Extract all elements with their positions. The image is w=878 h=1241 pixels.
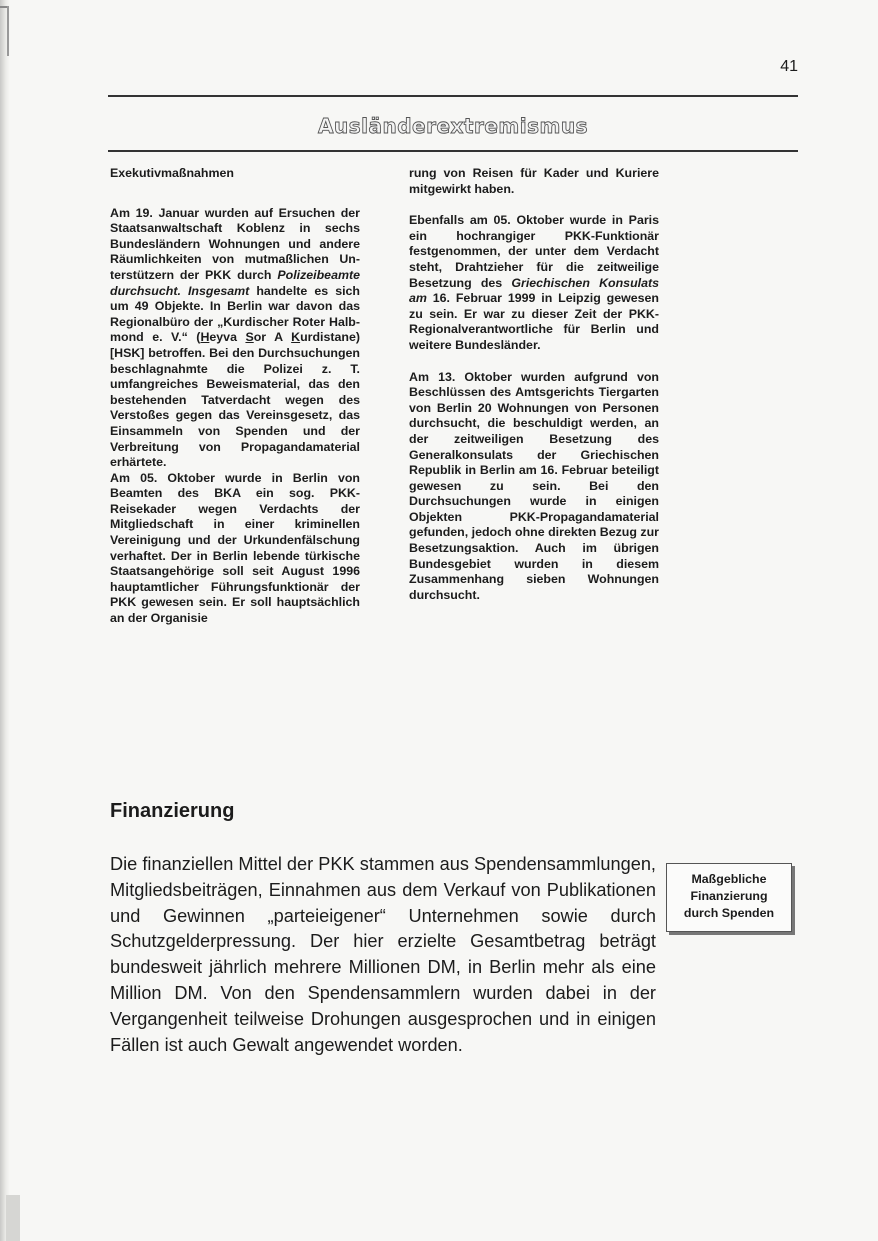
text-run: Ebenfalls am 05. Oktober wurde in Paris ein hochrangiger PKK-Funktionär festgenommen, der unter dem Verdacht steht, Drahtzieher für die zeitweilige Besetzung des <box>409 213 659 290</box>
text-run: 16. Februar 1999 in Leipzig gewesen zu sein. Er war zu dieser Zeit der PKK-Regionalverantwortliche für Berlin und weitere Bundesländer. <box>409 291 659 352</box>
text-run: urdistane) [HSK] betroffen. Bei den Durchsuchungen beschlagnahmte die Polizei z. T. umfangreiches Beweismaterial, das den bestehenden Tatverdacht wegen des Verstoßes gegen das Vereinsgesetz, das Einsammeln von Spenden und der Verbreitung von Propagandamaterial erhärtete. <box>110 330 360 470</box>
text-run-underline: K <box>291 330 301 345</box>
text-run-italic: Polizeibeamte durchsucht. Insgesamt <box>110 267 360 298</box>
header-rule-top <box>108 95 798 97</box>
subheading-exekutivmassnahmen: Exekutivmaßnahmen <box>110 166 234 180</box>
page-number: 41 <box>780 58 798 75</box>
margin-note-line: durch Spenden <box>683 906 775 920</box>
text-run: or A <box>253 330 292 345</box>
text-run-underline: H <box>200 330 210 345</box>
scan-edge <box>0 0 10 1241</box>
paragraph: rung von Reisen für Kader und Kuriere mitgewirkt haben. <box>409 166 659 196</box>
right-column <box>409 166 659 619</box>
paragraph <box>110 206 360 471</box>
header-rule-bottom <box>108 150 798 152</box>
scan-artifact <box>6 1195 20 1241</box>
text-run-italic: Griechischen Konsulats am <box>409 275 659 306</box>
text-run: Am 19. Januar wurden auf Ersuchen der Staatsanwaltschaft Koblenz in sechs Bundesländern Wohnungen und andere Räumlichkeiten von mutmaßlichen Unterstützern der PKK durch <box>110 205 360 282</box>
scan-artifact <box>7 6 9 56</box>
text-run-underline: S <box>245 330 254 345</box>
paragraph <box>409 213 659 353</box>
chapter-title: Ausländerextremismus <box>318 114 588 138</box>
left-column <box>110 166 360 643</box>
margin-note-line: Finanzierung <box>690 889 768 903</box>
section-body: Die finanziellen Mittel der PKK stammen aus Spendensammlungen, Mitgliedsbeiträgen, Einnahmen aus dem Verkauf von Publikationen und Gewinnen „parteieigener“ Unternehmen sowie durch Schutzgelderpressung. Der hier erzielte Gesamtbetrag beträgt bundesweit jährlich mehrere Millionen DM, in Berlin mehr als eine Million DM. Von den Spendensammlern wurden dabei in der Vergangenheit teilweise Drohungen ausgesprochen und in einigen Fällen ist auch Gewalt angewendet worden. <box>110 854 656 1055</box>
text-run: handelte es sich um 49 Objekte. In Berlin war davon das Regionalbüro der „Kurdischer Roter Halbmond e. V.“ ( <box>110 283 360 345</box>
section-heading-finanzierung: Finanzierung <box>110 800 235 822</box>
margin-note-line: Maßgebliche <box>691 872 767 886</box>
paragraph: Am 13. Oktober wurden aufgrund von Beschlüssen des Amtsgerichts Tiergarten von Berlin 20 Wohnungen von Personen durchsucht, die beschuldigt werden, an der zeitweiligen Besetzung des Generalkonsulats der Griechischen Republik in Berlin am 16. Februar beteiligt gewesen zu sein. Bei den Durchsuchungen wurde in einigen Objekten PKK-Propagandamaterial gefunden, jedoch ohne direkten Bezug zur Besetzungsaktion. Auch im übrigen Bundesgebiet wurden in diesem Zusammenhang sieben Wohnungen durchsucht. <box>409 369 659 602</box>
paragraph: Am 05. Oktober wurde in Berlin von Beamten des BKA ein sog. PKK-Reisekader wegen Verdachts der Mitgliedschaft in einer kriminellen Vereinigung und der Urkundenfälschung verhaftet. Der in Berlin lebende türkische Staatsangehörige soll seit August 1996 hauptamtlicher Führungsfunktionär der PKK gewesen sein. Er soll hauptsächlich an der Organisie <box>110 470 360 626</box>
text-run: eyva <box>209 330 246 345</box>
margin-note <box>666 863 792 932</box>
